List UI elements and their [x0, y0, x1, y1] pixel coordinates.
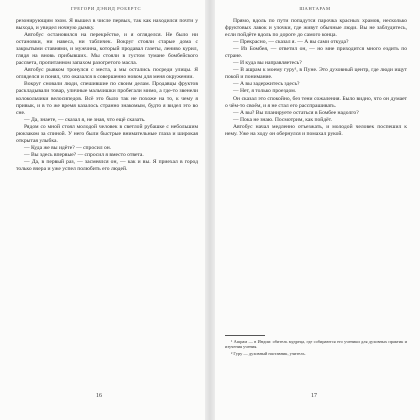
footnote-divider [225, 335, 265, 336]
paragraph: — В ашрам к моему гуру¹, в Пуне. Это духовный центр, где люди ищут покой и понимание. [225, 67, 407, 81]
paragraph: резонирующим эхом. Я вышел в числе первых, так как находился почти у выхода, и увидел ночную дымку. [16, 18, 198, 32]
paragraph: Он сказал это спокойно, без тени сожаления. Было видно, что он думает о чём-то своём, и я не стал его расспрашивать. [225, 95, 407, 109]
paragraph: Прямо, вдоль по пути попадутся парочка красных храмов, несколько фруктовых лавок и улочки, где живут обычные люди. Вы не заблудитесь, если пойдёте вдоль по дороге до самого конца. [225, 18, 407, 39]
paragraph: Вокруг сновали люди, спешившие по своим делам. Продавцы фруктов раскладывали товар, уличные мальчишки пробегали мимо, а где-то звенели колокольчики велосипедов. Всё это было так не похоже на то, к чему я привык, и в то же время казалось странно знакомым, будто я видел это во сне. [16, 81, 198, 116]
paragraph: — Куда же вы идёте? — спросил он. [24, 144, 112, 151]
book-gutter [205, 0, 215, 420]
paragraph: — А вы задержитесь здесь? [233, 81, 300, 88]
page-number-right: 17 [311, 393, 317, 399]
paragraph: — Прекрасно, — сказал я. — А вы сами откуда? [233, 39, 349, 46]
running-head-right: ШАНТАРАМ [299, 6, 331, 11]
right-page [215, 0, 420, 420]
running-head-left: ГРЕГОРИ ДЭВИД РОБЕРТС [70, 6, 142, 11]
paragraph: — Нет, я только проездом. [233, 88, 297, 95]
left-page-body [16, 18, 198, 173]
paragraph: — Пока не знаю. Посмотрим, как пойдёт. [233, 116, 333, 123]
left-page [0, 0, 205, 420]
footnotes [225, 339, 407, 357]
paragraph: Автобус остановился на перекрёстке, и я огляделся. Не было ни остановки, ни навеса, ни табличек. Вокруг стояли старые дома с закрытыми ставнями, и мужчина, который продавал газеты, лениво курил, глядя на вновь прибывших. Мы стояли в густом тумане бомбейского рассвета, пропитанном запахом разогретого масла. [16, 32, 198, 67]
footnote: ¹ Ашрам — в Индии: обитель мудреца, где собираются его ученики для духовных практик и изучения учения. [225, 339, 407, 350]
paragraph: — А вы? Вы планируете остаться в Бомбее надолго? [233, 109, 359, 116]
paragraph: Автобус рывком тронулся с места, а мы остались посреди улицы. Я огляделся и понял, что оказался в совершенно новом для меня окружении. [16, 67, 198, 81]
page-number-left: 16 [96, 393, 102, 399]
paragraph: — Да, знаете, — сказал я, не зная, что ещё сказать. [24, 116, 146, 123]
paragraph: — Из Бомбея, — ответил он, — но мне приходится много ездить по стране. [225, 46, 407, 60]
paragraph: Рядом со мной стоял молодой человек в светлой рубашке с небольшим рюкзаком за спиной. У него были быстрые внимательные глаза и широкая открытая улыбка. [16, 123, 198, 144]
paragraph: — Вы здесь впервые? — спросил я вместо ответа. [24, 151, 144, 158]
paragraph: — И куда вы направляетесь? [233, 60, 302, 67]
right-page-body [225, 18, 407, 138]
paragraph: Автобус начал медленно отъезжать, и молодой человек поспешил к нему. Уже на ходу он обернулся и помахал рукой. [225, 123, 407, 137]
footnote: ² Гуру — духовный наставник, учитель. [231, 350, 306, 356]
paragraph: — Да, в первый раз, — засмеялся он, — как и вы. Я приехал в город только вчера и уже успел полюбить его людей. [16, 158, 198, 172]
